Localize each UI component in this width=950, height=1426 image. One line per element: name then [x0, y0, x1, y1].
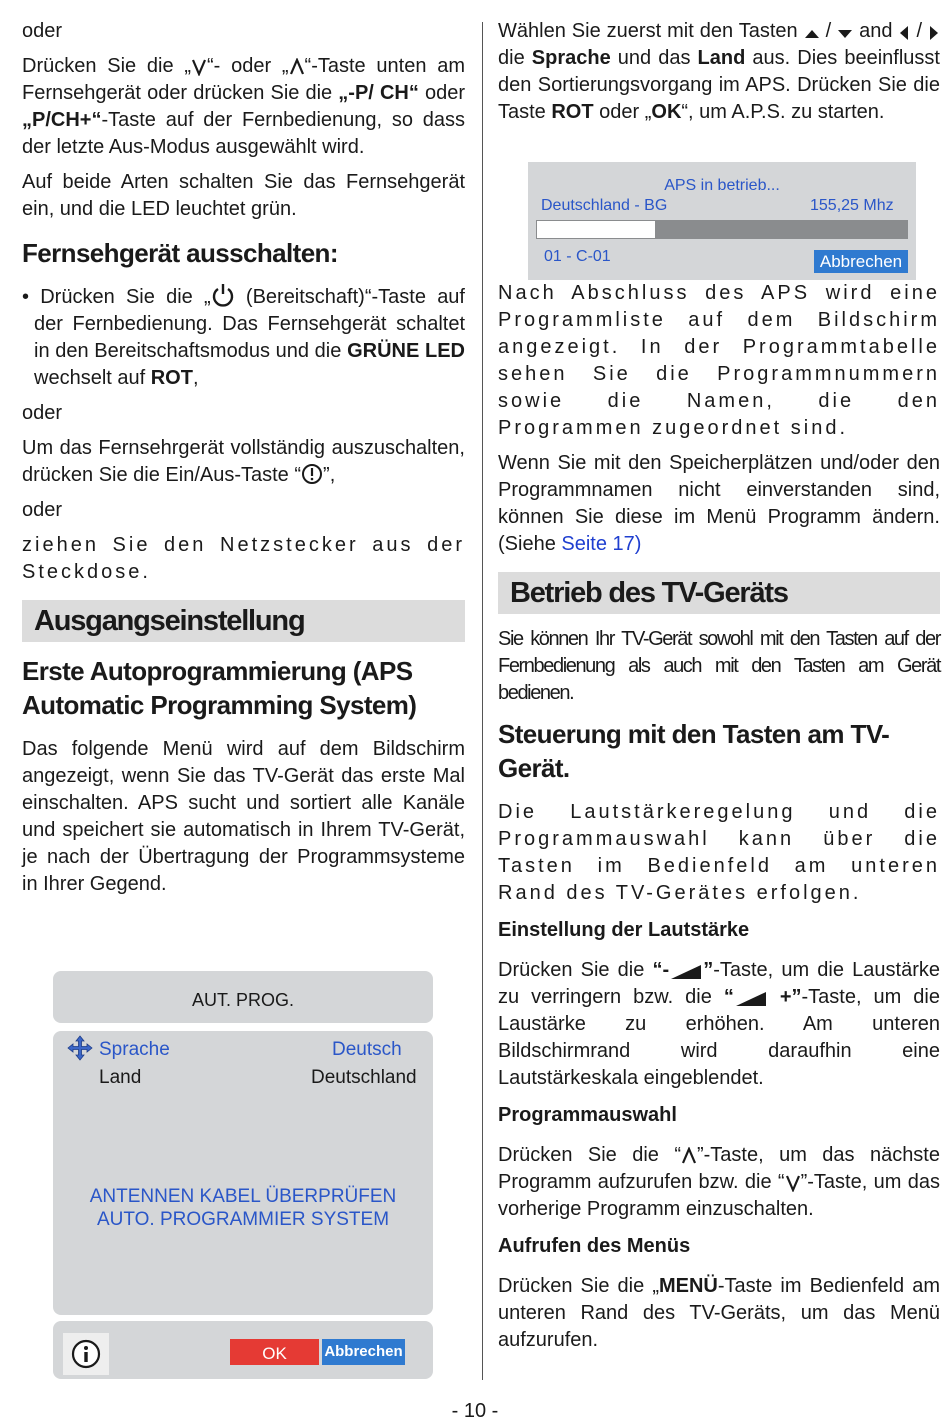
aps-status: APS in betrieb... — [664, 177, 780, 194]
aps-progress-panel — [528, 162, 916, 280]
chevron-up-icon — [289, 58, 305, 76]
paragraph-menu-access: Drücken Sie die „MENÜ-Taste im Bedienfeld am unteren Rand des TV-Geräts, um das Menü aufzurufen. — [498, 1275, 940, 1351]
arrow-up-icon — [804, 27, 820, 41]
menu-language-label[interactable]: Sprache — [99, 1039, 170, 1060]
chevron-up-icon — [681, 1147, 697, 1165]
paragraph-power-switch: Um das Fernsehrgerät vollständig auszuschalten, drücken Sie die Ein/Aus-Taste “ ”, — [22, 437, 465, 486]
paragraph-power-on: Drücken Sie die „ “- oder „ “-Taste unten am Fernsehgerät oder drücken Sie die „-P/ CH“ oder „P/CH+“-Taste auf der Fernbedienung, so dass der letzte Aus-Modus ausgewählt wird. — [22, 55, 466, 158]
chevron-down-icon — [785, 1174, 801, 1192]
paragraph-led-green: Auf beide Arten schalten Sie das Fernsehgerät ein, und die LED leuchtet grün. — [22, 171, 465, 220]
paragraph-change-programs: Wenn Sie mit den Speicherplätzen und/oder den Programmnamen nicht einverstanden sind, können Sie diese im Menü Programm ändern. (Siehe Seite 17) — [498, 452, 940, 555]
arrow-left-icon — [898, 25, 910, 41]
heading-initial-setup: Ausgangseinstellung — [22, 600, 465, 642]
left-column — [22, 18, 465, 906]
paragraph-oder-2: oder — [22, 402, 63, 424]
column-divider — [482, 22, 483, 1380]
heading-aps: Erste Autoprogrammierung (APS Automatic Programming System) — [22, 656, 417, 720]
menu-title: AUT. PROG. — [191, 990, 294, 1010]
info-icon — [70, 1338, 102, 1370]
heading-program-select: Programmauswahl — [498, 1104, 677, 1126]
arrow-right-icon — [928, 25, 940, 41]
menu-footer — [53, 1321, 433, 1379]
menu-title-bar — [53, 971, 433, 1023]
standby-power-icon — [211, 283, 235, 307]
paragraph-aps-intro: Das folgende Menü wird auf dem Bildschirm angezeigt, wenn Sie das TV-Gerät das erste Mal einschalten. APS sucht und sortiert alle Kanäle und speichert sie automatisch in Ihrem TV-Gerät, je nach der Übertragung der Programmsysteme in Ihrer Gegend. — [22, 738, 465, 895]
menu-message-auto-programming: AUTO. PROGRAMMIER SYSTEM — [96, 1209, 390, 1230]
paragraph-unplug: ziehen Sie den Netzstecker aus der Steckdose. — [22, 534, 465, 583]
aps-progress-fill — [537, 221, 655, 238]
aps-country: Deutschland - BG — [541, 197, 668, 214]
volume-up-icon — [734, 991, 768, 1007]
heading-tv-buttons: Steuerung mit den Tasten am TV-Gerät. — [498, 719, 890, 783]
menu-language-value[interactable]: Deutsch — [332, 1039, 402, 1060]
paragraph-program-select: Drücken Sie die “ ”-Taste, um das nächste Programm aufzurufen bzw. die “ ”-Taste, um das vorherige Programm einzuschalten. — [498, 1144, 940, 1220]
arrow-down-icon — [837, 27, 853, 41]
bullet-standby: • Drücken Sie die „ (Bereitschaft)“-Taste auf der Fernbedienung. Das Fernsehgerät schaltet in den Bereitschaftsmodus und die GRÜNE LED wechselt auf ROT, — [22, 283, 465, 392]
ok-button[interactable]: OK — [230, 1339, 319, 1365]
heading-operation: Betrieb des TV-Geräts — [498, 572, 940, 614]
page-number: - 10 - — [451, 1400, 499, 1422]
paragraph-volume: Drücken Sie die “- ”-Taste, um die Laustärke zu verringern bzw. die “ +”-Taste, um die Laustärke zu erhöhen. Am unteren Bildschirmrand wird daraufhin eine Lautstärkeskala eingeblendet. — [498, 959, 940, 1089]
volume-down-icon — [669, 964, 703, 980]
paragraph-oder-1: oder — [22, 20, 63, 42]
move-cursor-icon — [67, 1035, 93, 1061]
menu-body — [53, 1031, 433, 1315]
menu-country-label[interactable]: Land — [99, 1067, 142, 1088]
power-switch-icon — [301, 463, 323, 485]
heading-menu-access: Aufrufen des Menüs — [498, 1235, 691, 1257]
paragraph-tv-buttons: Die Lautstärkeregelung und die Programmauswahl kann über die Tasten im Bedienfeld am unteren Rand des TV-Gerätes erfolgen. — [498, 801, 940, 904]
info-button[interactable] — [63, 1333, 109, 1375]
paragraph-after-aps: Nach Abschluss des APS wird eine Programmliste auf dem Bildschirm angezeigt. In der Programmtabelle sehen Sie die Programmnummern sowie die Namen, die den Programmen zugeordnet sind. — [498, 282, 940, 439]
menu-message-check-cable: ANTENNEN KABEL ÜBERPRÜFEN — [89, 1186, 397, 1207]
link-page-17[interactable]: Seite 17) — [561, 533, 642, 555]
chevron-down-icon — [191, 58, 207, 76]
heading-volume: Einstellung der Lautstärke — [498, 919, 750, 941]
aps-cancel-button[interactable]: Abbrechen — [814, 250, 908, 273]
cancel-button[interactable]: Abbrechen — [322, 1339, 405, 1365]
paragraph-oder-3: oder — [22, 499, 63, 521]
aps-frequency: 155,25 Mhz — [810, 197, 894, 214]
aps-progress-bar — [536, 220, 908, 239]
aut-prog-menu — [50, 969, 438, 1387]
aps-channel: 01 - C-01 — [544, 248, 611, 265]
menu-country-value[interactable]: Deutschland — [311, 1067, 417, 1088]
paragraph-select-language: Wählen Sie zuerst mit den Tasten / and / die Sprache und das Land aus. Dies beeinflusst den Sortierungsvorgang im APS. Drücken Sie die Taste ROT oder „OK“, um A.P.S. zu starten. — [498, 20, 940, 123]
paragraph-operation-intro: Sie können Ihr TV-Gerät sowohl mit den Tasten auf der Fernbedienung als auch mit den Tasten am Gerät bedienen. — [498, 628, 940, 704]
heading-tv-off: Fernsehgerät ausschalten: — [22, 238, 338, 268]
